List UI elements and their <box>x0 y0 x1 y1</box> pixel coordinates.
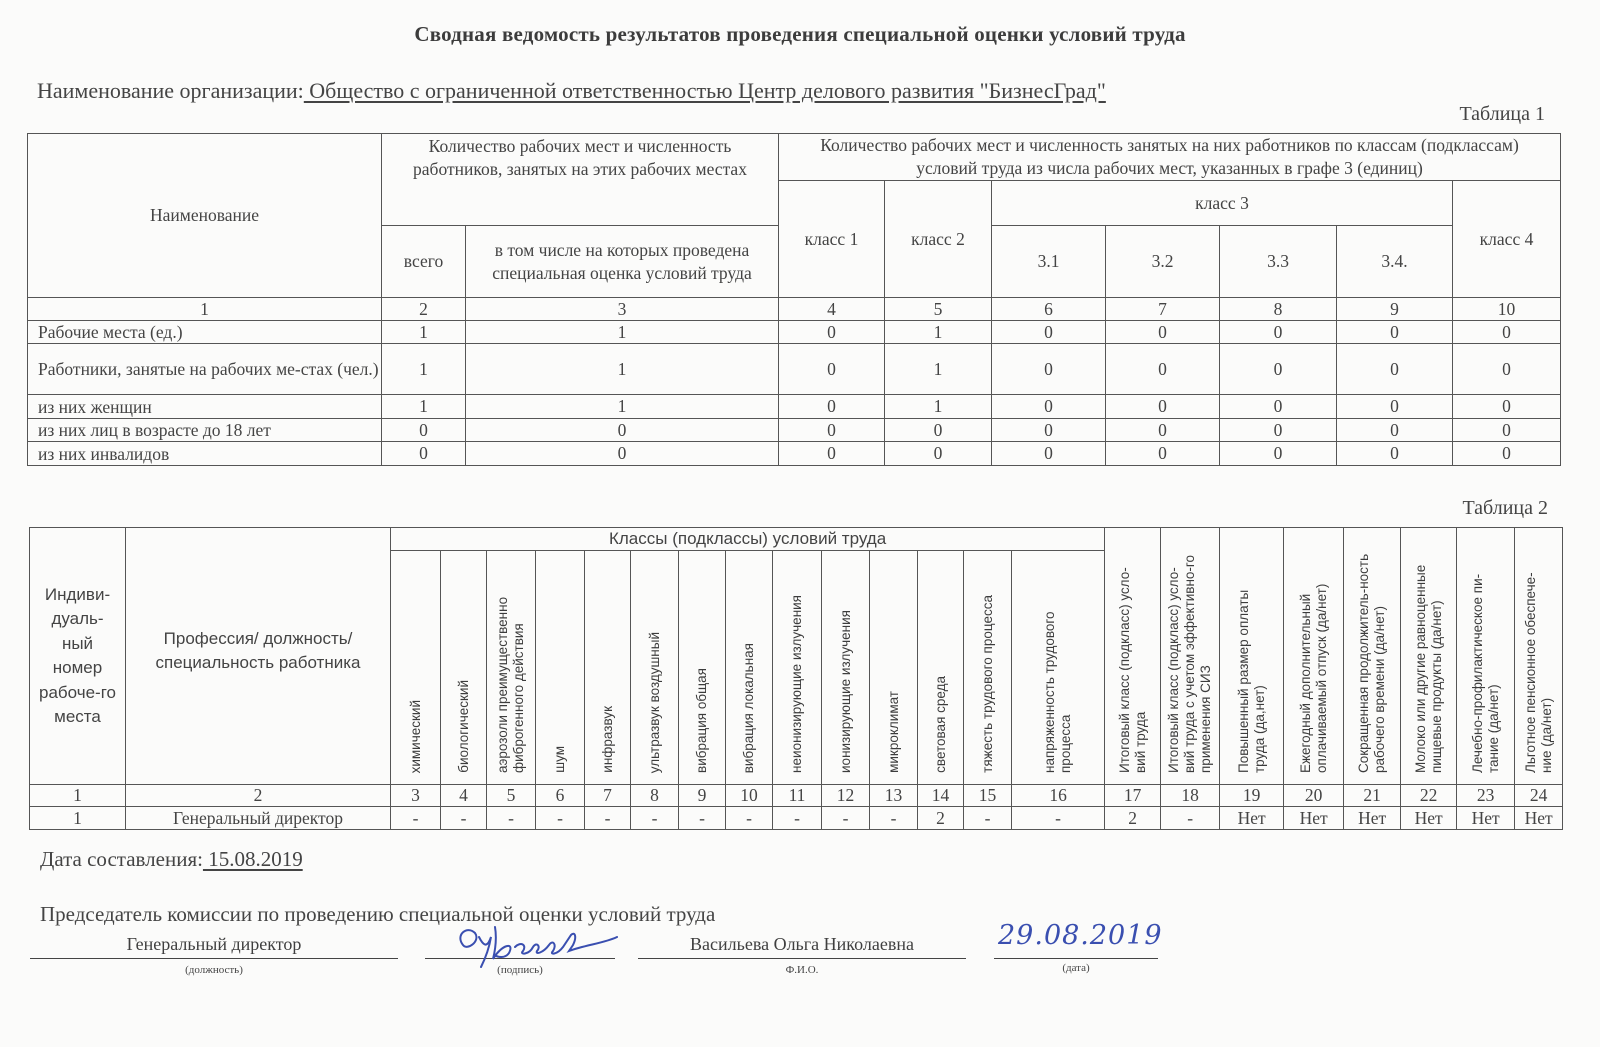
cell-value: 0 <box>1453 419 1561 442</box>
cell-value: 0 <box>1106 395 1220 419</box>
table2-caption: Таблица 2 <box>1462 497 1548 519</box>
column-number: 23 <box>1457 785 1515 807</box>
column-number: 6 <box>992 298 1106 321</box>
organization-line <box>37 78 1106 104</box>
cell-value: - <box>391 807 441 830</box>
column-numbers-row <box>28 298 1561 321</box>
header-factor: химический <box>391 551 441 785</box>
table-row <box>28 419 1561 442</box>
cell-value: - <box>822 807 870 830</box>
cell-value: 0 <box>466 442 779 466</box>
table-row <box>28 442 1561 466</box>
cell-value: 0 <box>779 321 885 344</box>
cell-value: - <box>679 807 726 830</box>
header-final-class-siz: Итоговый класс (подкласс) усло-вий труда с учетом эффективно-го применения СИЗ <box>1161 528 1220 785</box>
cell-value: 1 <box>885 344 992 395</box>
table1-caption: Таблица 1 <box>1459 103 1545 125</box>
header-factor: неионизирующие излучения <box>773 551 822 785</box>
header-factor: световая среда <box>918 551 964 785</box>
column-number: 9 <box>679 785 726 807</box>
header-sub-3-2: 3.2 <box>1106 226 1220 298</box>
cell-value: 0 <box>466 419 779 442</box>
position-line <box>30 957 398 959</box>
cell-value: 0 <box>992 442 1106 466</box>
header-pension: Льготное пенсионное обеспече-ние (да/нет) <box>1515 528 1563 785</box>
table-row <box>28 321 1561 344</box>
cell-value: 1 <box>885 321 992 344</box>
cell-value: 0 <box>1106 321 1220 344</box>
row-label: из них инвалидов <box>28 442 382 466</box>
column-number: 19 <box>1220 785 1284 807</box>
cell-value: - <box>585 807 631 830</box>
cell-value: 0 <box>1453 344 1561 395</box>
column-number: 10 <box>1453 298 1561 321</box>
cell-value: - <box>964 807 1012 830</box>
cell-value: - <box>726 807 773 830</box>
cell-value: 0 <box>1106 419 1220 442</box>
cell-value: Нет <box>1457 807 1515 830</box>
cell-value: 0 <box>1106 442 1220 466</box>
cell-value: - <box>1012 807 1105 830</box>
document-title: Сводная ведомость результатов проведения специальной оценки условий труда <box>414 22 1186 46</box>
date-caption: (дата) <box>1062 962 1090 974</box>
cell-value: - <box>870 807 918 830</box>
column-number: 5 <box>885 298 992 321</box>
column-number: 8 <box>1220 298 1337 321</box>
header-class1: класс 1 <box>779 181 885 298</box>
cell-value: Нет <box>1284 807 1344 830</box>
cell-value: 0 <box>992 321 1106 344</box>
column-number: 5 <box>487 785 536 807</box>
cell-value: - <box>631 807 679 830</box>
header-extra-leave: Ежегодный дополнительный оплачиваемый отпуск (да/нет) <box>1284 528 1344 785</box>
header-factor: микроклимат <box>870 551 918 785</box>
cell-value: Нет <box>1401 807 1457 830</box>
row-label: Рабочие места (ед.) <box>28 321 382 344</box>
column-number: 11 <box>773 785 822 807</box>
cell-value: 0 <box>779 419 885 442</box>
date-line <box>994 957 1158 959</box>
position-caption: (должность) <box>185 964 243 976</box>
column-number: 21 <box>1344 785 1401 807</box>
cell-value: 0 <box>1220 321 1337 344</box>
cell-value: 0 <box>382 419 466 442</box>
cell-value: 0 <box>779 395 885 419</box>
header-factor: напряженность трудового процесса <box>1012 551 1105 785</box>
header-workplaces-group: Количество рабочих мест и численность работников, занятых на этих рабочих местах <box>382 134 779 226</box>
column-number: 8 <box>631 785 679 807</box>
header-classes-group: Классы (подклассы) условий труда <box>391 528 1105 551</box>
cell-value: 0 <box>992 419 1106 442</box>
column-number: 13 <box>870 785 918 807</box>
cell-value: Нет <box>1344 807 1401 830</box>
cell-value: 1 <box>382 344 466 395</box>
compilation-date-label: Дата составления: <box>40 847 203 871</box>
column-number: 18 <box>1161 785 1220 807</box>
signature-caption: (подпись) <box>497 964 543 976</box>
header-reduced-hours: Сокращенная продолжитель-ность рабочего времени (да/нет) <box>1344 528 1401 785</box>
header-class3: класс 3 <box>992 181 1453 226</box>
column-number: 2 <box>126 785 391 807</box>
summary-table-1 <box>27 133 1561 466</box>
column-number: 22 <box>1401 785 1457 807</box>
compilation-date-value: 15.08.2019 <box>202 847 303 871</box>
handwritten-date: 29.08.2019 <box>998 920 1163 951</box>
column-number: 14 <box>918 785 964 807</box>
cell-value: - <box>487 807 536 830</box>
column-number: 6 <box>536 785 585 807</box>
cell-value: 2 <box>1105 807 1161 830</box>
column-number: 3 <box>391 785 441 807</box>
cell-value: 0 <box>1453 321 1561 344</box>
cell-value: 0 <box>992 344 1106 395</box>
header-therapeutic-food: Лечебно-профилактическое пи-тание (да/нет) <box>1457 528 1515 785</box>
header-factor: тяжесть трудового процесса <box>964 551 1012 785</box>
cell-value: 0 <box>1220 442 1337 466</box>
cell-value: 0 <box>1453 395 1561 419</box>
header-classes-group: Количество рабочих мест и численность занятых на них работников по классам (подклассам) условий труда из числа рабочих мест, указанных в графе 3 (единиц) <box>779 134 1561 181</box>
cell-value: 0 <box>1337 344 1453 395</box>
cell-value: 1 <box>885 395 992 419</box>
column-numbers-row <box>30 785 1563 807</box>
summary-table-2 <box>29 527 1563 830</box>
column-number: 2 <box>382 298 466 321</box>
header-name: Наименование <box>28 134 382 298</box>
header-factor: вибрация локальная <box>726 551 773 785</box>
cell-value: 1 <box>382 321 466 344</box>
full-name-value: Васильева Ольга Николаевна <box>690 934 914 954</box>
cell-value: 1 <box>466 344 779 395</box>
table-row <box>28 344 1561 395</box>
cell-value: 0 <box>1337 442 1453 466</box>
row-label: из них лиц в возрасте до 18 лет <box>28 419 382 442</box>
header-class2: класс 2 <box>885 181 992 298</box>
cell-value: 0 <box>779 344 885 395</box>
column-number: 1 <box>30 785 126 807</box>
chairman-label: Председатель комиссии по проведению специальной оценки условий труда <box>40 902 716 926</box>
cell-value: 0 <box>382 442 466 466</box>
header-milk: Молоко или другие равноценные пищевые продукты (да/нет) <box>1401 528 1457 785</box>
header-sub-3-4: 3.4. <box>1337 226 1453 298</box>
header-total: всего <box>382 226 466 298</box>
column-number: 4 <box>779 298 885 321</box>
column-number: 3 <box>466 298 779 321</box>
cell-value: - <box>441 807 487 830</box>
column-number: 20 <box>1284 785 1344 807</box>
column-number: 4 <box>441 785 487 807</box>
header-sub-3-1: 3.1 <box>992 226 1106 298</box>
cell-value: 0 <box>1220 395 1337 419</box>
column-number: 9 <box>1337 298 1453 321</box>
full-name-line <box>638 957 966 959</box>
column-number: 1 <box>28 298 382 321</box>
header-factor: биологический <box>441 551 487 785</box>
compilation-date-line <box>40 847 303 872</box>
cell-value: 1 <box>466 395 779 419</box>
column-number: 17 <box>1105 785 1161 807</box>
full-name-caption: Ф.И.О. <box>785 964 819 976</box>
header-factor: инфразвук <box>585 551 631 785</box>
cell-value: 1 <box>466 321 779 344</box>
table-row <box>28 395 1561 419</box>
cell-value: Нет <box>1515 807 1563 830</box>
header-factor: ионизирующие излучения <box>822 551 870 785</box>
cell-value: 0 <box>1220 344 1337 395</box>
header-factor: аэрозоли преимущественно фиброгенного действия <box>487 551 536 785</box>
table-row <box>30 807 1563 830</box>
cell-value: 0 <box>1337 419 1453 442</box>
column-number: 16 <box>1012 785 1105 807</box>
cell-value: 0 <box>885 419 992 442</box>
cell-value: 2 <box>918 807 964 830</box>
header-factor: вибрация общая <box>679 551 726 785</box>
header-profession: Профессия/ должность/ специальность работника <box>126 528 391 785</box>
cell-value: - <box>1161 807 1220 830</box>
header-sub-3-3: 3.3 <box>1220 226 1337 298</box>
row-label: Работники, занятые на рабочих ме-стах (чел.) <box>28 344 382 395</box>
column-number: 7 <box>585 785 631 807</box>
header-final-class: Итоговый класс (подкласс) усло-вий труда <box>1105 528 1161 785</box>
cell-value: 0 <box>779 442 885 466</box>
cell-value: - <box>536 807 585 830</box>
cell-value: 0 <box>1337 395 1453 419</box>
organization-name: Общество с ограниченной ответственностью Центр делового развития "БизнесГрад" <box>303 78 1106 103</box>
cell-value: 0 <box>1106 344 1220 395</box>
cell-value: 0 <box>1337 321 1453 344</box>
cell-value: 0 <box>1220 419 1337 442</box>
cell-value: - <box>773 807 822 830</box>
header-increased-pay: Повышенный размер оплаты труда (да,нет) <box>1220 528 1284 785</box>
column-number: 15 <box>964 785 1012 807</box>
header-workplace-number: Индиви-дуаль-ный номер рабоче-го места <box>30 528 126 785</box>
header-factor: шум <box>536 551 585 785</box>
column-number: 24 <box>1515 785 1563 807</box>
header-class4: класс 4 <box>1453 181 1561 298</box>
column-number: 7 <box>1106 298 1220 321</box>
header-factor: ультразвук воздушный <box>631 551 679 785</box>
workplace-number: 1 <box>30 807 126 830</box>
profession-name: Генеральный директор <box>126 807 391 830</box>
cell-value: 0 <box>1453 442 1561 466</box>
cell-value: Нет <box>1220 807 1284 830</box>
column-number: 12 <box>822 785 870 807</box>
position-value: Генеральный директор <box>126 934 302 954</box>
cell-value: 0 <box>992 395 1106 419</box>
cell-value: 1 <box>382 395 466 419</box>
cell-value: 0 <box>885 442 992 466</box>
column-number: 10 <box>726 785 773 807</box>
row-label: из них женщин <box>28 395 382 419</box>
header-assessed: в том числе на которых проведена специальная оценка условий труда <box>466 226 779 298</box>
organization-label: Наименование организации: <box>37 78 304 103</box>
